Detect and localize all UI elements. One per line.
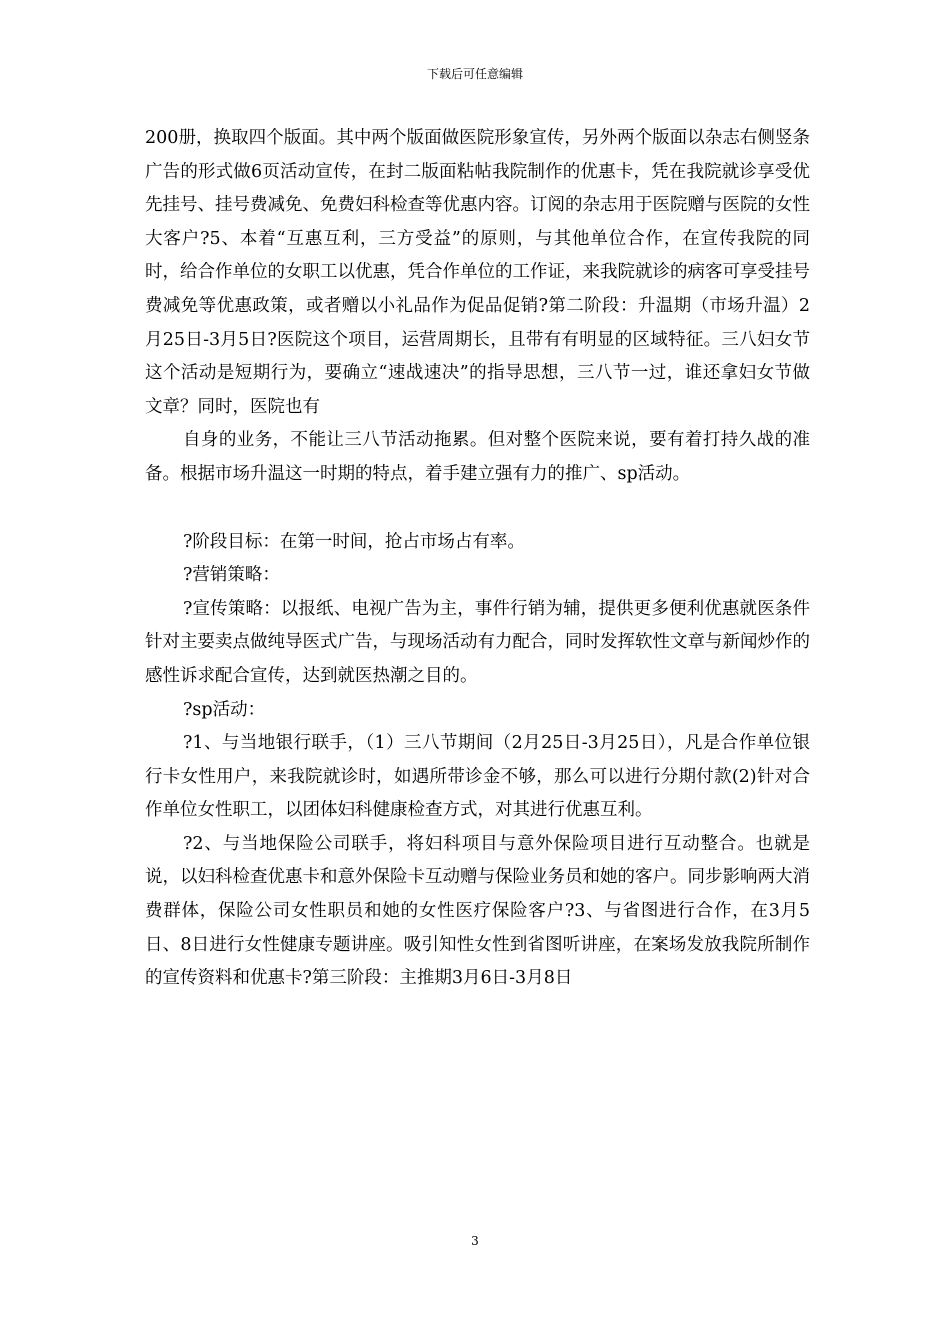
- paragraph: ?营销策略：: [183, 565, 280, 586]
- paragraph: 200册，换取四个版面。其中两个版面做医院形象宣传，另外两个版面以杂志右侧竖条广告的形式做6页活动宣传，在封二版面粘帖我院制作的优惠卡，凭在我院就诊享受优先挂号、挂号费减免、免费妇科检查等优惠内容。订阅的杂志用于医院赠与医院的女性大客户?5、本着“互惠互利，三方受益”的原则，与其他单位合作，在宣传我院的同时，给合作单位的女职工以优惠，凭合作单位的工作证，来我院就诊的病客可享受挂号费减免等优惠政策，或者赠以小礼品作为促品促销?第二阶段：升温期（市场升温）2月25日-3月5日?医院这个项目，运营周期长，且带有有明显的区域特征。三八妇女节这个活动是短期行为，要确立“速战速决”的指导思想，三八节一过，谁还拿妇女节做文章？同时，医院也有: [145, 128, 810, 417]
- page-number: 3: [471, 1234, 479, 1248]
- paragraph: ?2、与当地保险公司联手，将妇科项目与意外保险项目进行互动整合。也就是说，以妇科检查优惠卡和意外保险卡互动赠与保险业务员和她的客户。同步影响两大消费群体，保险公司女性职员和她的女性医疗保险客户?3、与省图进行合作，在3月5日、8日进行女性健康专题讲座。吸引知性女性到省图听讲座，在案场发放我院所制作的宣传资料和优惠卡?第三阶段：主推期3月6日-3月8日: [145, 833, 810, 989]
- paragraph: ?阶段目标：在第一时间，抢占市场占有率。: [183, 531, 525, 552]
- page-header: 下载后可任意编辑: [426, 67, 523, 81]
- paragraph: 自身的业务，不能让三八节活动拖累。但对整个医院来说，要有着打持久战的准备。根据市场升温这一时期的特点，着手建立强有力的推广、sp活动。: [145, 430, 810, 484]
- paragraph: ?sp活动：: [183, 699, 266, 720]
- paragraph: ?宣传策略：以报纸、电视广告为主，事件行销为辅，提供更多便利优惠就医条件针对主要卖点做纯导医式广告，与现场活动有力配合，同时发挥软性文章与新闻炒作的感性诉求配合宣传，达到就医热潮之目的。: [145, 598, 810, 686]
- document-body: [145, 122, 810, 996]
- paragraph: ?1、与当地银行联手，（1）三八节期间（2月25日-3月25日），凡是合作单位银行卡女性用户，来我院就诊时，如遇所带诊金不够，那么可以进行分期付款(2)针对合作单位女性职工，以团体妇科健康检查方式，对其进行优惠互利。: [145, 733, 810, 821]
